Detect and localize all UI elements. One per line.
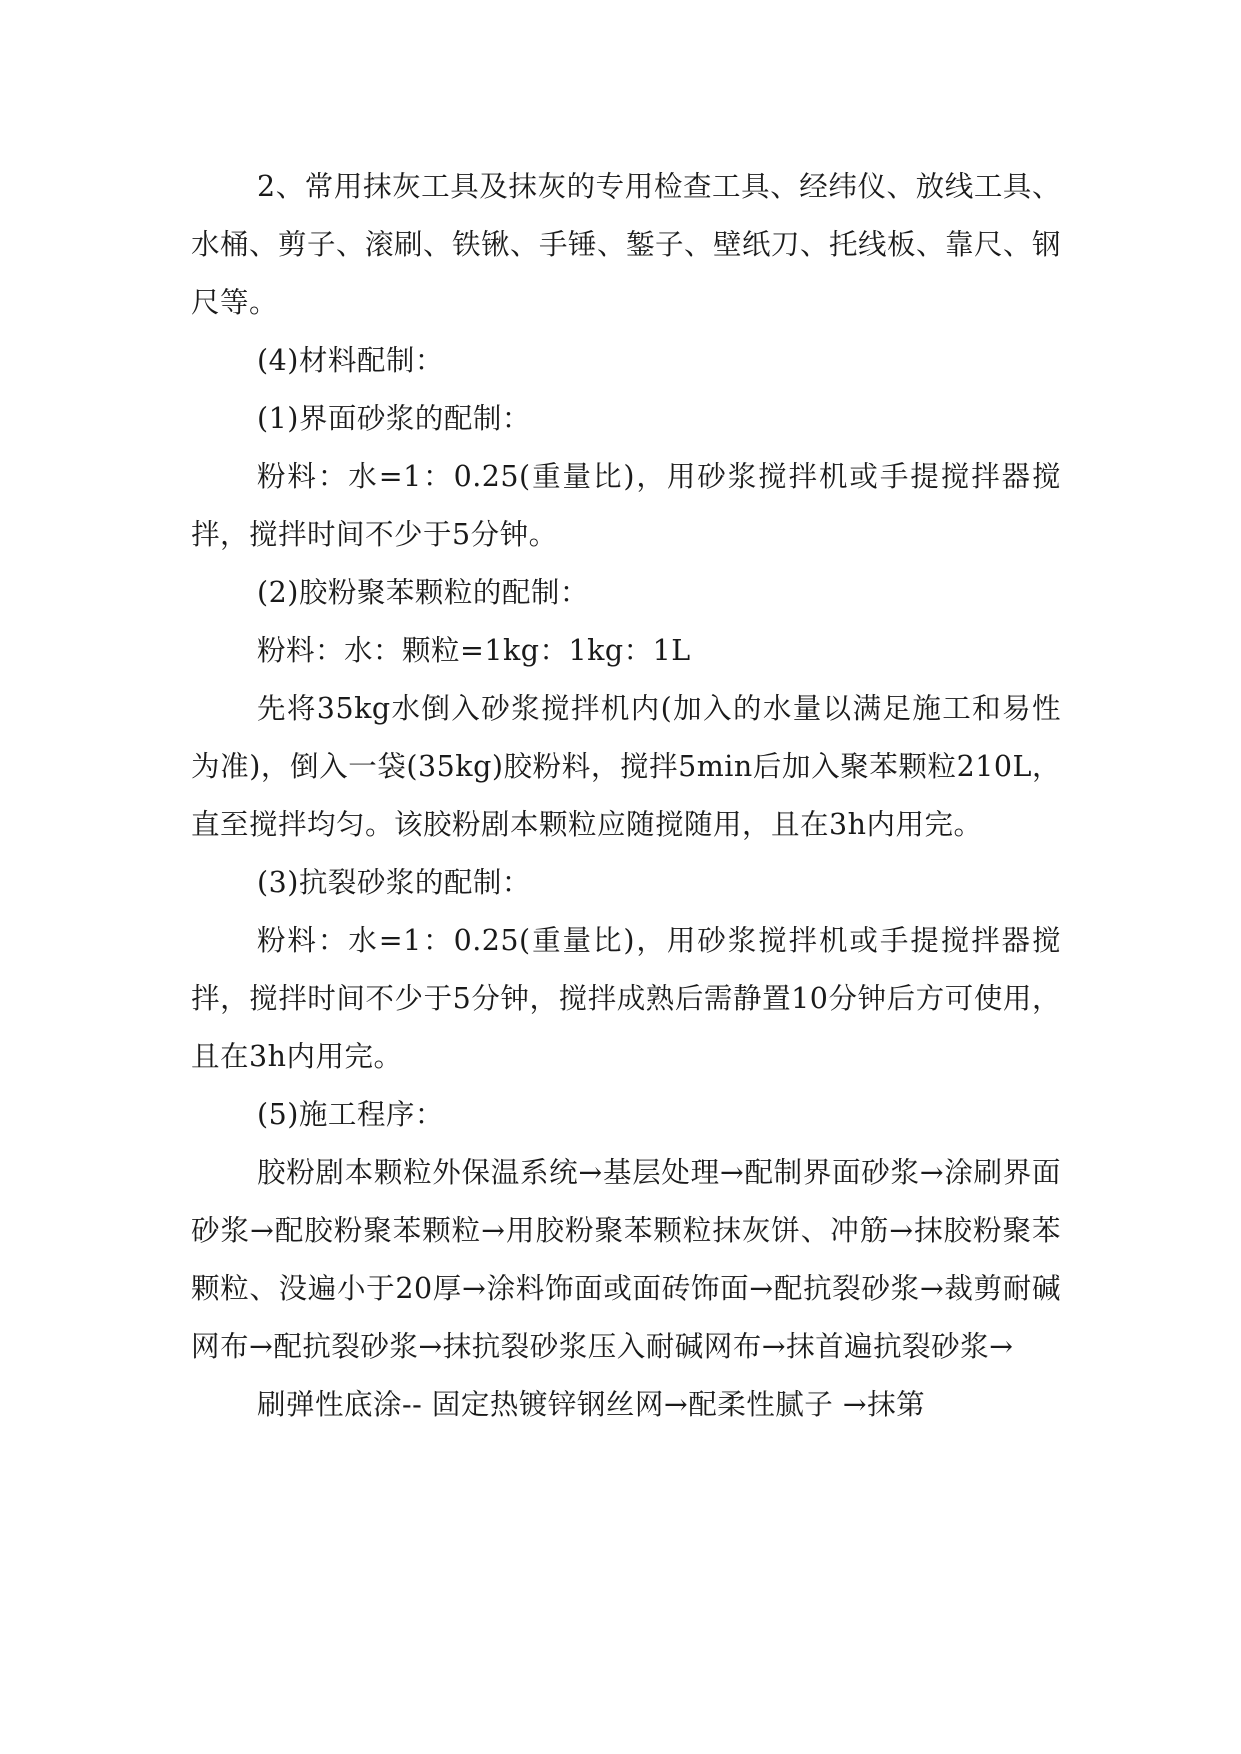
paragraph-interface-mortar-ratio: 粉料：水=1：0.25(重量比)，用砂浆搅拌机或手提搅拌器搅拌，搅拌时间不少于5分钟。 — [191, 460, 1061, 551]
paragraph-procedure-flow: 胶粉剧本颗粒外保温系统→基层处理→配制界面砂浆→涂刷界面砂浆→配胶粉聚苯颗粒→用胶粉聚苯颗粒抹灰饼、冲筋→抹胶粉聚苯颗粒、没遍小于20厚→涂料饰面或面砖饰面→配抗裂砂浆→裁剪耐碱网布→配抗裂砂浆→抹抗裂砂浆压入耐碱网布→抹首遍抗裂砂浆→ — [191, 1156, 1061, 1363]
paragraph-granule-ratio: 粉料：水：颗粒=1kg：1kg：1L — [257, 634, 691, 667]
heading-construction-procedure: (5)施工程序： — [257, 1098, 444, 1131]
heading-material-preparation: (4)材料配制： — [257, 344, 444, 377]
paragraph-granule-mixing: 先将35kg水倒入砂浆搅拌机内(加入的水量以满足施工和易性为准)，倒入一袋(35kg)胶粉料，搅拌5min后加入聚苯颗粒210L，直至搅拌均匀。该胶粉剧本颗粒应随搅随用，且在3h内用完。 — [191, 692, 1061, 841]
paragraph-anti-crack-ratio: 粉料：水=1：0.25(重量比)，用砂浆搅拌机或手提搅拌器搅拌，搅拌时间不少于5分钟，搅拌成熟后需静置10分钟后方可使用，且在3h内用完。 — [191, 924, 1061, 1073]
paragraph-procedure-continued: 刷弹性底涂-- 固定热镀锌钢丝网→配柔性腻子 →抹第 — [257, 1388, 926, 1421]
document-body — [191, 158, 1061, 1434]
heading-polystyrene-granules: (2)胶粉聚苯颗粒的配制： — [257, 576, 589, 609]
heading-anti-crack-mortar: (3)抗裂砂浆的配制： — [257, 866, 531, 899]
heading-interface-mortar: (1)界面砂浆的配制： — [257, 402, 531, 435]
paragraph-tools-list: 2、常用抹灰工具及抹灰的专用检查工具、经纬仪、放线工具、水桶、剪子、滚刷、铁锹、手锤、錾子、壁纸刀、托线板、靠尺、钢尺等。 — [191, 170, 1062, 319]
